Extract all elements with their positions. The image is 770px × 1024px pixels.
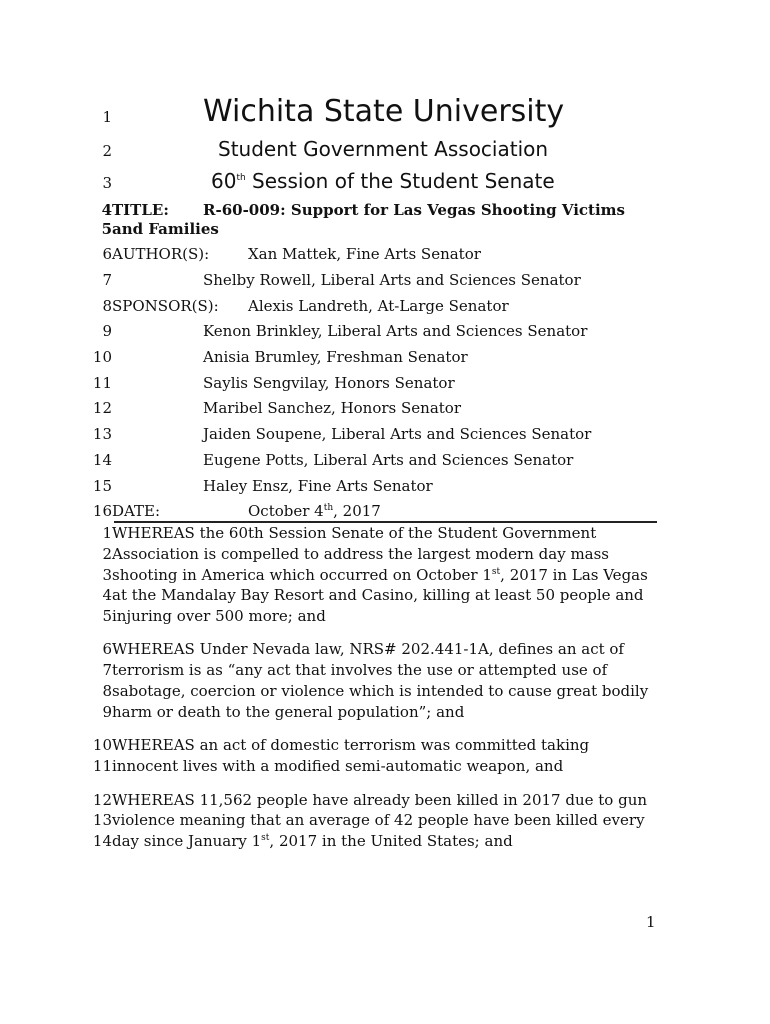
sponsors-label-line: 8SPONSOR(S): [102,297,219,315]
line-number: 15 [92,477,112,495]
sponsors-label: SPONSOR(S): [112,297,219,315]
university-name: Wichita State University [203,94,565,129]
body-line: 9harm or death to the general population”; and [102,703,465,721]
date-value: October 4th, 2017 [248,502,381,520]
body-line: 12WHEREAS 11,562 people have already been killed in 2017 due to gun [92,791,648,809]
body-line: 3shooting in America which occurred on October 1st, 2017 in Las Vegas [102,566,648,584]
session-title: 60th Session of the Student Senate [211,169,555,193]
body-line: 8sabotage, coercion or violence which is intended to cause great bodily [102,682,649,700]
sponsor-name: Saylis Sengvilay, Honors Senator [203,374,455,392]
sponsor-name: Alexis Landreth, At-Large Senator [248,297,509,315]
authors-label-line: 6AUTHOR(S): [102,245,210,263]
body-line: 11innocent lives with a modified semi-automatic weapon, and [92,757,564,775]
author-name: Shelby Rowell, Liberal Arts and Sciences Senator [203,271,581,289]
author-name: Xan Mattek, Fine Arts Senator [248,245,481,263]
date-label: DATE: [112,502,161,520]
sponsor-name: Haley Ensz, Fine Arts Senator [203,477,433,495]
body-line: 7terrorism is as “any act that involves the use or attempted use of [102,661,608,679]
body-line: 4at the Mandalay Bay Resort and Casino, killing at least 50 people and [102,586,644,604]
body-line: 5injuring over 500 more; and [102,607,326,625]
sponsor-name: Eugene Potts, Liberal Arts and Sciences Senator [203,451,574,469]
line-number: 9 [102,322,112,340]
line-number: 7 [102,271,112,289]
title-line: 4TITLE: [101,201,169,219]
title-line-2: 5and Families [101,220,219,238]
association-name: Student Government Association [218,137,549,161]
date-label-line: 16DATE: [92,502,161,520]
line-number: 3 [102,174,112,192]
body-line: 2Association is compelled to address the largest modern day mass [102,545,610,563]
line-number: 10 [92,348,112,366]
resolution-title: R-60-009: Support for Las Vegas Shooting Victims [203,201,625,219]
body-line: 10WHEREAS an act of domestic terrorism was committed taking [92,736,590,754]
line-number: 12 [92,399,112,417]
line-number: 2 [102,142,112,160]
body-line: 13violence meaning that an average of 42 people have been killed every [92,811,645,829]
page-number: 1 [646,913,656,931]
line-number: 1 [102,108,112,126]
body-line: 1WHEREAS the 60th Session Senate of the Student Government [102,524,597,542]
sponsor-name: Anisia Brumley, Freshman Senator [203,348,468,366]
authors-label: AUTHOR(S): [112,245,210,263]
title-label: TITLE: [112,201,169,219]
body-line: 6WHEREAS Under Nevada law, NRS# 202.441-1A, defines an act of [102,640,624,658]
sponsor-name: Jaiden Soupene, Liberal Arts and Sciences Senator [203,425,592,443]
line-number: 13 [92,425,112,443]
line-number: 11 [92,374,112,392]
line-number: 14 [92,451,112,469]
sponsor-name: Kenon Brinkley, Liberal Arts and Sciences Senator [203,322,588,340]
body-line: 14day since January 1st, 2017 in the United States; and [92,832,513,850]
sponsor-name: Maribel Sanchez, Honors Senator [203,399,461,417]
